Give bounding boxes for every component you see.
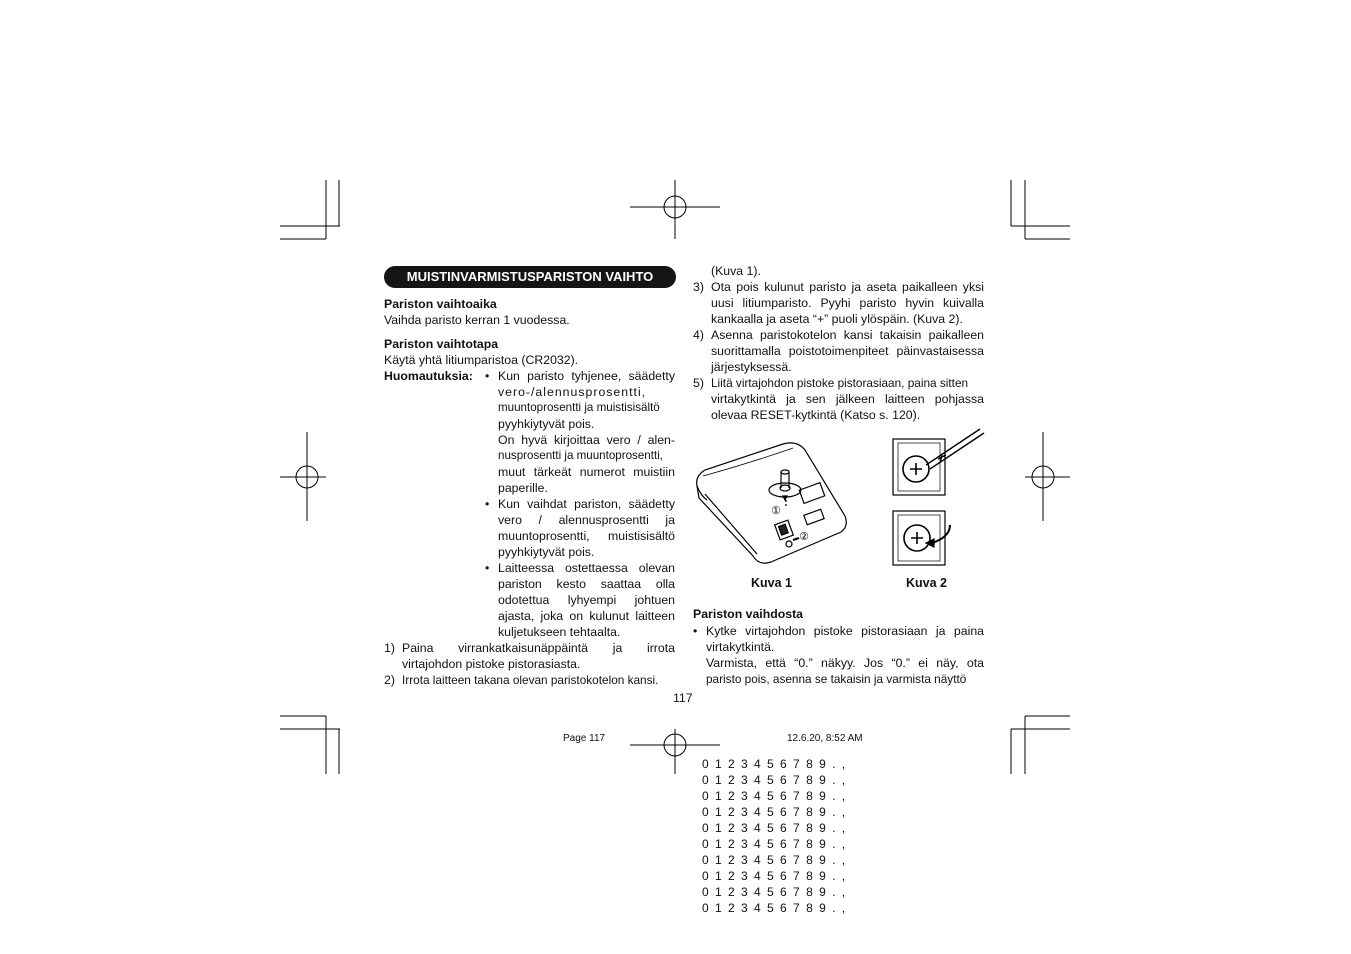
heading-replacement-interval: Pariston vaihtoaika	[384, 297, 497, 311]
step-5-line-3: olevaa RESET-kytkintä (Katso s. 120).	[711, 408, 921, 422]
footer-timestamp: 12.6.20, 8:52 AM	[787, 733, 863, 744]
bullet-2: •	[485, 497, 490, 511]
step-4-line-3: järjestyksessä.	[711, 360, 792, 374]
note-2-line-4: pyyhkiytyvät pois.	[498, 545, 595, 559]
paragraph-interval: Vaihda paristo kerran 1 vuodessa.	[384, 313, 570, 327]
heading-replacement-method: Pariston vaihtotapa	[384, 337, 499, 351]
notes-label: Huomautuksia:	[384, 369, 473, 383]
after-line-1: Kytke virtajohdon pistoke pistorasiaan ja paina	[706, 624, 984, 638]
digit-line: 0 1 2 3 4 5 6 7 8 9 . ,	[702, 805, 846, 819]
note-1-line-6: nusprosentti ja muuntoprosentti,	[498, 449, 663, 462]
note-3-line-4: ajasta, joka on kulunut laitteen	[498, 609, 675, 623]
step-2-line-1: Irrota laitteen takana olevan paristokotelon kansi.	[402, 673, 659, 687]
step-2-number: 2)	[384, 673, 395, 687]
note-3-line-3: odotettua lyhyempi johtuen	[498, 593, 675, 607]
note-1-line-2: vero-/alennusprosentti,	[498, 385, 647, 399]
figure-2-battery-illustration	[890, 425, 986, 573]
step-3-line-1: Ota pois kulunut paristo ja aseta paikalleen yksi	[711, 280, 984, 294]
step-4-number: 4)	[693, 328, 704, 342]
step-1-line-2: virtajohdon pistoke pistorasiasta.	[402, 657, 581, 671]
note-1-line-7: muut tärkeät numerot muistiin	[498, 465, 675, 479]
bullet-after: •	[693, 624, 698, 638]
figure-1-calculator-illustration	[693, 436, 853, 568]
page-number: 117	[673, 691, 693, 705]
figure-2-caption: Kuva 2	[906, 576, 947, 590]
figure-1-caption: Kuva 1	[751, 576, 792, 590]
footer-page: Page 117	[563, 733, 606, 744]
step-3-line-2: uusi litiumparisto. Pyyhi paristo hyvin kuivalla	[711, 296, 984, 310]
bullet-3: •	[485, 561, 490, 575]
note-2-line-1: Kun vaihdat pariston, säädetty	[498, 497, 675, 511]
note-1-line-5: On hyvä kirjoittaa vero / alen-	[498, 433, 675, 447]
note-3-line-2: pariston kesto saattaa olla	[498, 577, 675, 591]
digit-line: 0 1 2 3 4 5 6 7 8 9 . ,	[702, 901, 846, 915]
note-3-line-1: Laitteessa ostettaessa olevan	[498, 561, 675, 575]
digit-line: 0 1 2 3 4 5 6 7 8 9 . ,	[702, 789, 846, 803]
step-5-line-2: virtakytkintä ja sen jälkeen laitteen pohjassa	[711, 392, 984, 406]
digit-line: 0 1 2 3 4 5 6 7 8 9 . ,	[702, 837, 846, 851]
digit-line: 0 1 2 3 4 5 6 7 8 9 . ,	[702, 757, 846, 771]
after-line-4: paristo pois, asenna se takaisin ja varmista näyttö	[706, 672, 967, 686]
bullet-1: •	[485, 369, 490, 383]
note-3-line-5: kuljetukseen tehtaalta.	[498, 625, 621, 639]
note-1-line-8: paperille.	[498, 481, 548, 495]
after-line-2: virtakytkintä.	[706, 640, 775, 654]
digit-line: 0 1 2 3 4 5 6 7 8 9 . ,	[702, 853, 846, 867]
step-4-line-2: suorittamalla poistotoimenpiteet päinvastaisessa	[711, 344, 984, 358]
step-4-line-1: Asenna paristokotelon kansi takaisin paikalleen	[711, 328, 984, 342]
continued-text: (Kuva 1).	[711, 264, 761, 278]
step-3-line-3: kankaalla ja aseta “+” puoli ylöspäin. (Kuva 2).	[711, 312, 963, 326]
section-title: MUISTINVARMISTUSPARISTON VAIHTO	[384, 266, 676, 288]
callout-1: ①	[771, 504, 781, 517]
step-1-number: 1)	[384, 641, 395, 655]
note-2-line-2: vero / alennusprosentti ja	[498, 513, 675, 527]
step-3-number: 3)	[693, 280, 704, 294]
heading-after-replacement: Pariston vaihdosta	[693, 607, 804, 621]
callout-2: ②	[799, 530, 809, 543]
digit-line: 0 1 2 3 4 5 6 7 8 9 . ,	[702, 885, 846, 899]
digit-line: 0 1 2 3 4 5 6 7 8 9 . ,	[702, 773, 846, 787]
step-5-number: 5)	[693, 376, 704, 390]
note-1-line-3: muuntoprosentti ja muistisisältö	[498, 401, 660, 414]
note-1-line-1: Kun paristo tyhjenee, säädetty	[498, 369, 675, 383]
digit-line: 0 1 2 3 4 5 6 7 8 9 . ,	[702, 869, 846, 883]
note-1-line-4: pyyhkiytyvät pois.	[498, 417, 595, 431]
after-line-3: Varmista, että “0.” näkyy. Jos “0.” ei näy, ota	[706, 656, 984, 670]
step-1-line-1: Paina virrankatkaisunäppäintä ja irrota	[402, 641, 675, 655]
paragraph-method: Käytä yhtä litiumparistoa (CR2032).	[384, 353, 579, 367]
digit-line: 0 1 2 3 4 5 6 7 8 9 . ,	[702, 821, 846, 835]
step-5-line-1: Liitä virtajohdon pistoke pistorasiaan, paina sitten	[711, 376, 969, 390]
note-2-line-3: muuntoprosentti, muistisisältö	[498, 529, 675, 543]
